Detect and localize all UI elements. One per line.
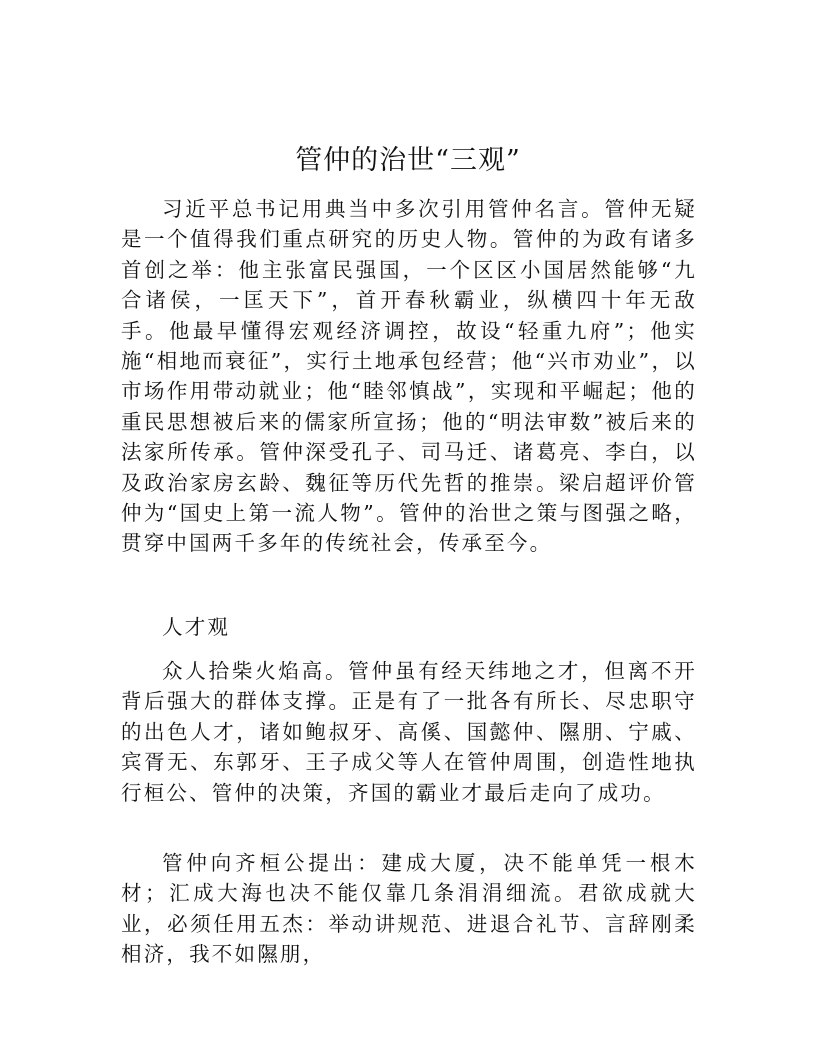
talent-paragraph-1: 众人拾柴火焰高。管仲虽有经天纬地之才，但离不开背后强大的群体支撑。正是有了一批各有所长、尽忠职守的出色人才，诸如鲍叔牙、高傒、国懿仲、隰朋、宁戚、宾胥无、东郭牙、王子成父等人在管仲周围，创造性地执行桓公、管仲的决策，齐国的霸业才最后走向了成功。 <box>121 659 697 805</box>
intro-paragraph: 习近平总书记用典当中多次引用管仲名言。管仲无疑是一个值得我们重点研究的历史人物。管仲的为政有诸多首创之举：他主张富民强国，一个区区小国居然能够“九合诸侯，一匡天下”，首开春秋霸业，纵横四十年无敌手。他最早懂得宏观经济调控，故设“轻重九府”；他实施“相地而衰征”，实行土地承包经营；他“兴市劝业”，以市场作用带动就业；他“睦邻慎战”，实现和平崛起；他的重民思想被后来的儒家所宣扬；他的“明法审数”被后来的法家所传承。管仲深受孔子、司马迁、诸葛亮、李白，以及政治家房玄龄、魏征等历代先哲的推崇。梁启超评价管仲为“国史上第一流人物”。管仲的治世之策与图强之略，贯穿中国两千多年的传统社会，传承至今。 <box>121 197 697 556</box>
section-heading-talent: 人才观 <box>162 615 231 639</box>
talent-paragraph-2: 管仲向齐桓公提出：建成大厦，决不能单凭一根木材；汇成大海也决不能仅靠几条涓涓细流。君欲成就大业，必须任用五杰：举动讲规范、进退合礼节、言辞刚柔相济，我不如隰朋， <box>121 851 697 967</box>
document-title: 管仲的治世“三观” <box>295 145 521 176</box>
